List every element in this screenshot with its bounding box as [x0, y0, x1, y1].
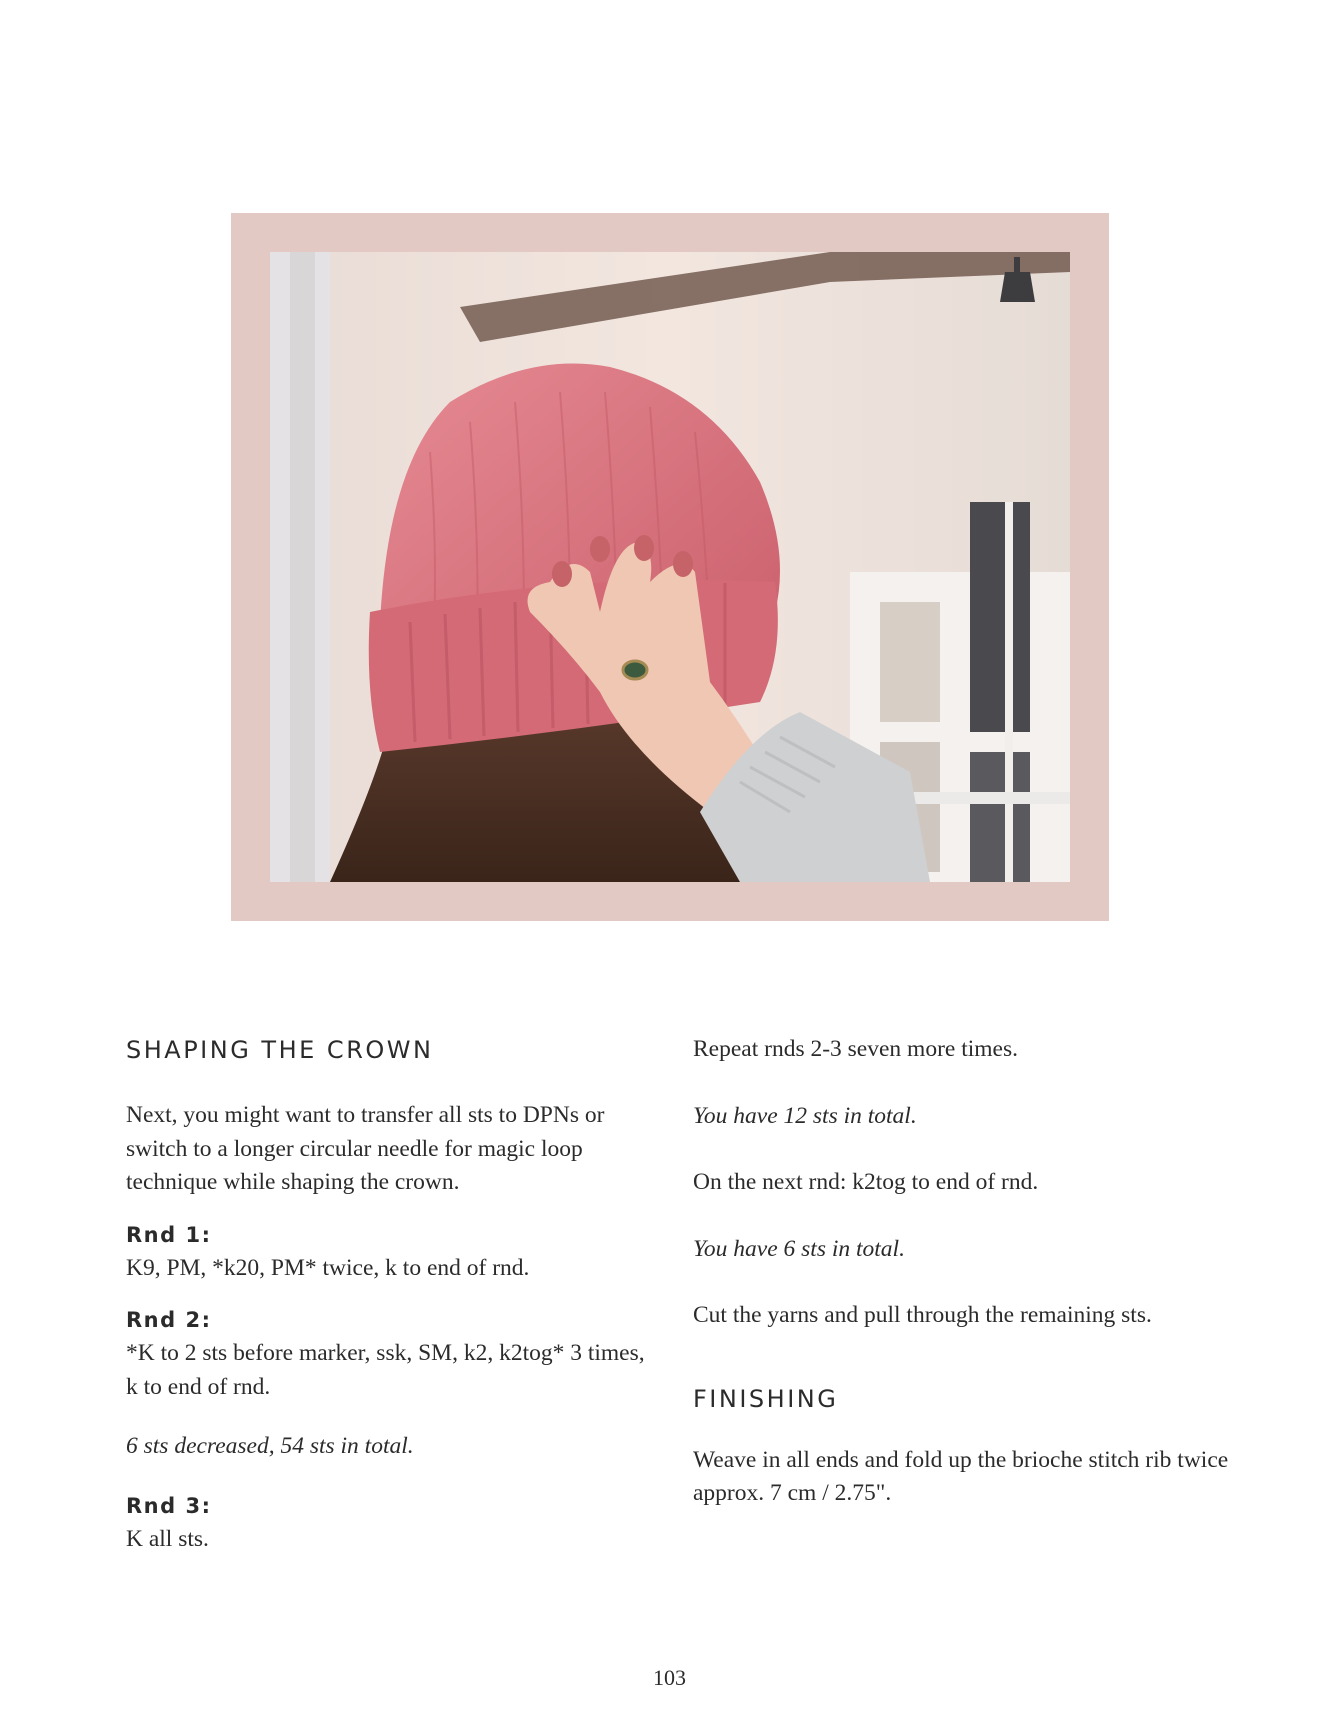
photo-frame [231, 213, 1109, 921]
hat-photo-illustration [270, 252, 1070, 882]
finishing-instruction: Weave in all ends and fold up the brioche stitch rib twice approx. 7 cm / 2.75". [693, 1446, 1229, 1506]
section-heading-shaping-the-crown: SHAPING THE CROWN [126, 1036, 434, 1064]
next-rnd-instruction: On the next rnd: k2tog to end of rnd. [693, 1169, 1039, 1195]
left-column [126, 1030, 656, 1556]
rnd1-instruction: K9, PM, *k20, PM* twice, k to end of rnd. [126, 1254, 530, 1281]
rnd2-instruction: *K to 2 sts before marker, ssk, SM, k2, k2tog* 3 times, k to end of rnd. [126, 1340, 645, 1400]
right-column [693, 1030, 1233, 1511]
stitch-count-note-12: You have 12 sts in total. [693, 1102, 917, 1129]
rnd2-label: Rnd 2: [126, 1308, 212, 1332]
rnd3-label: Rnd 3: [126, 1493, 212, 1518]
page-number: 103 [653, 1665, 686, 1690]
intro-paragraph: Next, you might want to transfer all sts to DPNs or switch to a longer circular needle for magic loop technique while shaping the crown. [126, 1102, 605, 1195]
rnd2-note: 6 sts decreased, 54 sts in total. [126, 1433, 414, 1459]
stitch-count-note-6: You have 6 sts in total. [693, 1235, 905, 1262]
rnd1-label: Rnd 1: [126, 1222, 212, 1247]
cut-yarn-instruction: Cut the yarns and pull through the remaining sts. [693, 1302, 1152, 1328]
repeat-instruction: Repeat rnds 2-3 seven more times. [693, 1036, 1018, 1062]
section-heading-finishing: FINISHING [693, 1384, 839, 1413]
hat-photo [270, 252, 1070, 882]
rnd3-instruction: K all sts. [126, 1525, 209, 1552]
